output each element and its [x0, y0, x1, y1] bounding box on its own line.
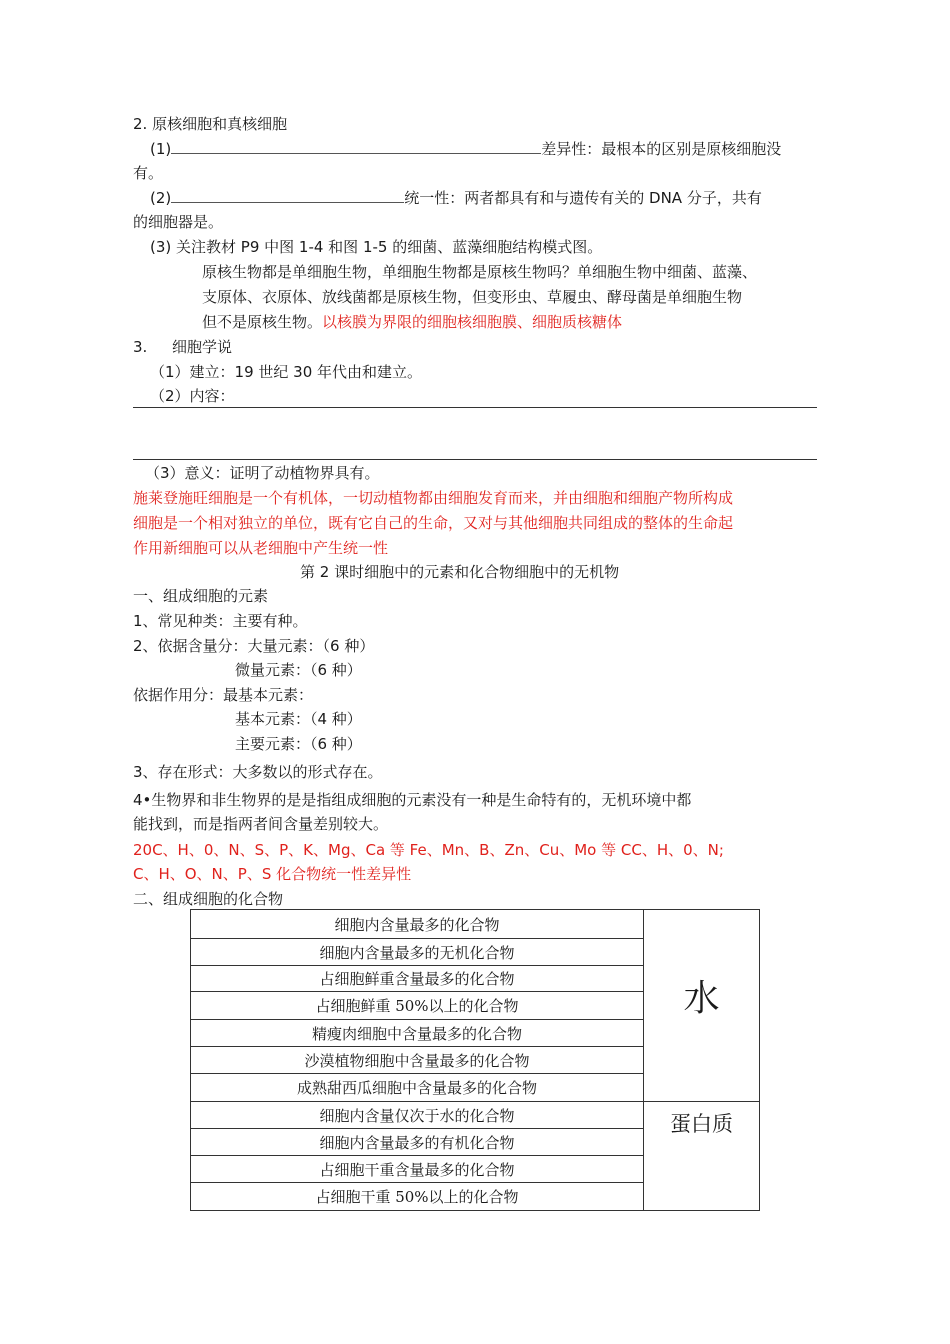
section3-item1: （1）建立：19 世纪 30 年代由和建立。	[150, 363, 423, 381]
section2-item1-cont: 有。	[133, 164, 164, 182]
section2-note3	[202, 312, 622, 332]
table-row: 精瘦肉细胞中含量最多的化合物	[191, 1020, 644, 1047]
table-row: 细胞内含量最多的无机化合物	[191, 939, 644, 966]
lesson2-p3: 依据作用分：最基本元素：	[133, 686, 314, 704]
table-row: 细胞内含量仅次于水的化合物	[191, 1102, 644, 1129]
table-row: 占细胞鲜重 50%以上的化合物	[191, 992, 644, 1020]
section2-heading: 2. 原核细胞和真核细胞	[133, 115, 288, 133]
compound-table	[190, 909, 760, 1211]
lesson2-p2: 2、依据含量分：大量元素：（6 种）	[133, 637, 375, 655]
item2-suffix: 统一性：两者都具有和与遗传有关的 DNA 分子，共有	[404, 189, 762, 207]
item1-suffix: 差异性：最根本的区别是原核细胞没	[541, 140, 782, 158]
section3-answer3: 作用新细胞可以从老细胞中产生统一性	[133, 539, 389, 557]
water-cell	[644, 910, 760, 1102]
answer-line-2[interactable]	[133, 459, 817, 460]
lesson2-p3c: 主要元素：（6 种）	[235, 735, 362, 753]
section3-heading-num: 3.	[133, 338, 148, 356]
table-row: 占细胞干重含量最多的化合物	[191, 1156, 644, 1183]
protein-cell	[644, 1102, 760, 1211]
table-row: 沙漠植物细胞中含量最多的化合物	[191, 1047, 644, 1074]
lesson2-p5b: 能找到，而是指两者间含量差别较大。	[133, 815, 389, 833]
item2-blank[interactable]	[171, 188, 404, 203]
table-row: 成熟甜西瓜细胞中含量最多的化合物	[191, 1074, 644, 1102]
item2-prefix: (2)	[150, 189, 172, 207]
section2-note2: 支原体、衣原体、放线菌都是原核生物，但变形虫、草履虫、酵母菌是单细胞生物	[202, 288, 743, 306]
lesson2-p1: 1、常见种类：主要有种。	[133, 612, 308, 630]
lesson2-p4: 3、存在形式：大多数以的形式存在。	[133, 763, 383, 781]
lesson2-p2b: 微量元素：（6 种）	[235, 661, 362, 679]
lesson2-red2: C、H、O、N、P、S 化合物统一性差异性	[133, 865, 412, 883]
table-row: 占细胞鲜重含量最多的化合物	[191, 966, 644, 992]
water-label: 水	[683, 978, 720, 1019]
lesson2-red1: 20C、H、0、N、S、P、K、Mg、Ca 等 Fe、Mn、B、Zn、Cu、Mo 等 CC、H、0、N;	[133, 841, 724, 859]
lesson2-p3b: 基本元素：（4 种）	[235, 710, 362, 728]
lesson2-p5a: 4•生物界和非生物界的是是指组成细胞的元素没有一种是生命特有的，无机环境中都	[133, 791, 692, 809]
part2-heading: 二、组成细胞的化合物	[133, 890, 284, 908]
item1-blank[interactable]	[171, 139, 541, 154]
section2-item3: (3) 关注教材 P9 中图 1-4 和图 1-5 的细菌、蓝藻细胞结构模式图。	[150, 238, 603, 256]
note3-answer: 以核膜为界限的细胞核细胞膜、细胞质核糖体	[322, 313, 623, 331]
section3-answer1: 施莱登施旺细胞是一个有机体，一切动植物都由细胞发育而来，并由细胞和细胞产物所构成	[133, 489, 734, 507]
table-row: 细胞内含量最多的化合物	[191, 910, 644, 939]
lesson2-title: 第 2 课时细胞中的元素和化合物细胞中的无机物	[300, 563, 620, 581]
section2-item1	[150, 139, 781, 159]
section3-item3: （3）意义：证明了动植物界具有。	[145, 464, 380, 482]
section3-heading: 细胞学说	[172, 338, 233, 356]
table-row: 细胞内含量最多的有机化合物	[191, 1129, 644, 1156]
section3-item2: （2）内容：	[150, 387, 235, 405]
note3-black: 但不是原核生物。	[202, 313, 323, 331]
section3-answer2: 细胞是一个相对独立的单位，既有它自己的生命，又对与其他细胞共同组成的整体的生命起	[133, 514, 734, 532]
section2-item2	[150, 188, 762, 208]
protein-label: 蛋白质	[670, 1112, 733, 1136]
section2-note1: 原核生物都是单细胞生物，单细胞生物都是原核生物吗？单细胞生物中细菌、蓝藻、	[202, 263, 758, 281]
table-row: 占细胞干重 50%以上的化合物	[191, 1183, 644, 1211]
part1-heading: 一、组成细胞的元素	[133, 587, 269, 605]
section2-item2-cont: 的细胞器是。	[133, 213, 224, 231]
answer-line-1[interactable]	[133, 407, 817, 408]
item1-prefix: (1)	[150, 140, 172, 158]
